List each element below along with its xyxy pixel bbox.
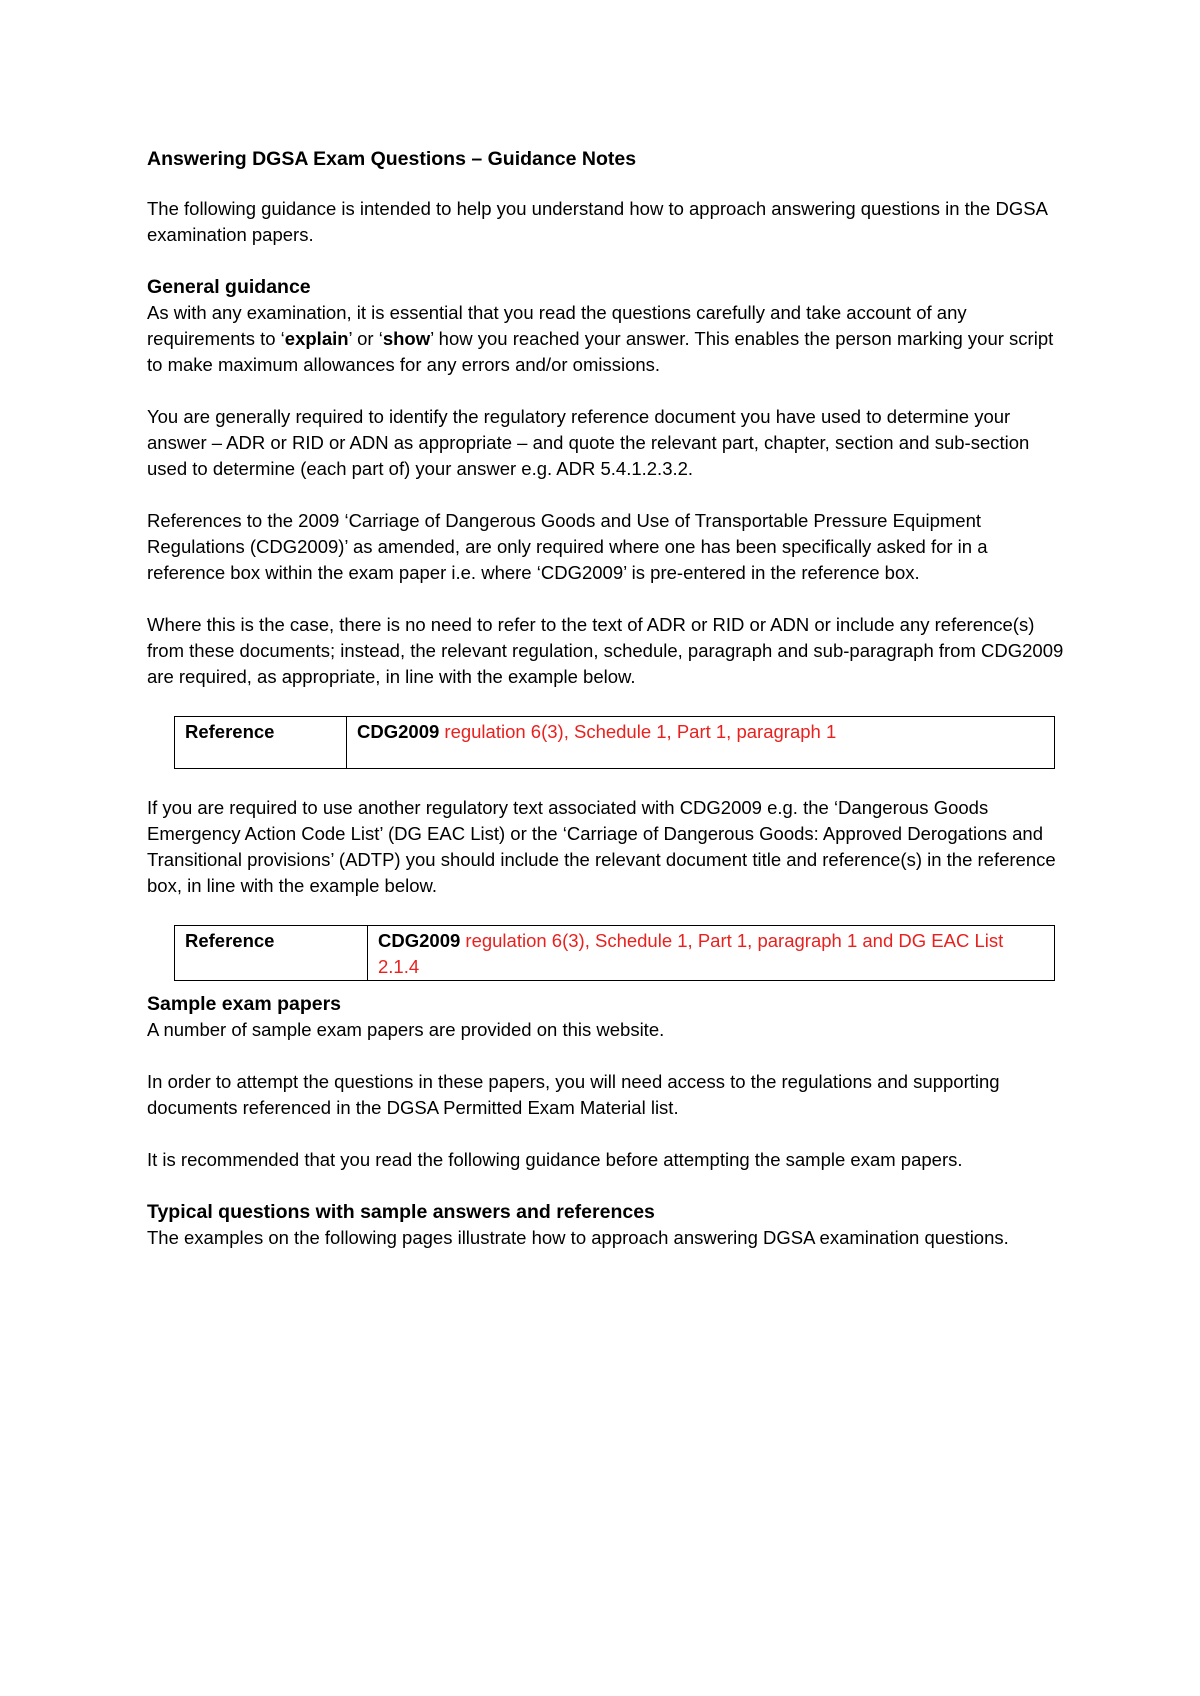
- document-title: Answering DGSA Exam Questions – Guidance Notes: [147, 148, 637, 170]
- sample-paragraph-3: It is recommended that you read the following guidance before attempting the sample exam papers.: [147, 1149, 963, 1170]
- reference-box-example-2: [174, 925, 1055, 981]
- general-paragraph-4: Where this is the case, there is no need to refer to the text of ADR or RID or ADN or include any reference(s) from these documents; instead, the relevant regulation, schedule, paragraph and sub-paragraph from CDG2009 are required, as appropriate, in line with the example below.: [147, 614, 1064, 687]
- other-text-paragraph: If you are required to use another regulatory text associated with CDG2009 e.g. the ‘Dangerous Goods Emergency Action Code List’ (DG EAC List) or the ‘Carriage of Dangerous Goods: Approved Derogations and Transitional provisions’ (ADTP) you should include the relevant document title and reference(s) in the reference box, in line with the example below.: [147, 797, 1056, 896]
- reference-label: Reference: [175, 926, 368, 981]
- general-paragraph-2: You are generally required to identify the regulatory reference document you have used to determine your answer – ADR or RID or ADN as appropriate – and quote the relevant part, chapter, section and sub-section used to determine (each part of) your answer e.g. ADR 5.4.1.2.3.2.: [147, 406, 1030, 479]
- typical-questions-heading: Typical questions with sample answers and references: [147, 1201, 655, 1223]
- show-keyword: show: [382, 328, 431, 349]
- reference-value: regulation 6(3), Schedule 1, Part 1, paragraph 1: [439, 721, 837, 742]
- reference-box-row: [175, 717, 1055, 769]
- explain-keyword: explain: [284, 328, 349, 349]
- reference-box-example-1: [174, 716, 1055, 769]
- general-paragraph-1: [147, 300, 1067, 378]
- document-page: [147, 146, 1067, 1277]
- reference-value: regulation 6(3), Schedule 1, Part 1, paragraph 1 and DG EAC List 2.1.4: [378, 930, 1004, 977]
- reference-box-row: [175, 926, 1055, 981]
- sample-papers-heading: Sample exam papers: [147, 993, 342, 1015]
- general-paragraph-3: References to the 2009 ‘Carriage of Dangerous Goods and Use of Transportable Pressure Equipment Regulations (CDG2009)’ as amended, are only required where one has been specifically asked for in a reference box within the exam paper i.e. where ‘CDG2009’ is pre-entered in the reference box.: [147, 510, 988, 583]
- general-p1-text-c: ’ how you reached your answer. This enables the person marking your script to make maximum allowances for any errors and/or omissions.: [147, 328, 1054, 375]
- reference-prefix: CDG2009: [378, 930, 461, 951]
- intro-paragraph: The following guidance is intended to help you understand how to approach answering questions in the DGSA examination papers.: [147, 198, 1047, 245]
- general-p1-text-a: As with any examination, it is essential that you read the questions carefully and take account of any requirements to ‘: [147, 302, 967, 349]
- typical-paragraph-1: The examples on the following pages illustrate how to approach answering DGSA examination questions.: [147, 1227, 1009, 1248]
- sample-paragraph-1: A number of sample exam papers are provided on this website.: [147, 1019, 665, 1040]
- general-p1-text-b: ’ or ‘: [348, 328, 383, 349]
- general-guidance-heading: General guidance: [147, 276, 311, 298]
- reference-label: Reference: [175, 717, 347, 769]
- sample-paragraph-2: In order to attempt the questions in these papers, you will need access to the regulations and supporting documents referenced in the DGSA Permitted Exam Material list.: [147, 1071, 1000, 1118]
- reference-prefix: CDG2009: [357, 721, 440, 742]
- reference-value-cell: [347, 717, 1055, 769]
- reference-value-cell: [368, 926, 1055, 981]
